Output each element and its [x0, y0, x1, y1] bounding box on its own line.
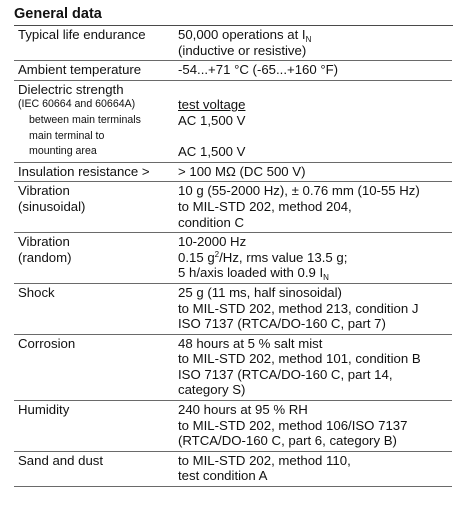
vib-rand-title: Vibration — [18, 234, 70, 250]
vib-rand-type: (random) — [18, 249, 72, 265]
row-shock — [14, 283, 452, 334]
shock-line1: 25 g (11 ms, half sinosoidal) — [178, 284, 342, 300]
dielectric-mounting-area: mounting area — [29, 145, 97, 158]
shock-line3: ISO 7137 (RTCA/DO-160 C, part 7) — [178, 316, 386, 332]
life-ops-subscript: N — [305, 35, 312, 44]
vib-sin-type: (sinusoidal) — [18, 198, 86, 214]
corrosion-line2: to MIL-STD 202, method 101, condition B — [178, 351, 421, 367]
dielectric-test-voltage-header: test voltage — [178, 97, 246, 113]
label-typical-life: Typical life endurance — [18, 27, 146, 42]
shock-line2: to MIL-STD 202, method 213, condition J — [178, 300, 419, 316]
row-ambient-temperature — [14, 61, 452, 81]
value-vibration-sinusoidal — [178, 182, 452, 233]
value-typical-life — [178, 26, 452, 61]
corrosion-line4: category S) — [178, 382, 246, 398]
dielectric-value-main-terminals: AC 1,500 V — [178, 112, 246, 128]
row-sand-and-dust — [14, 451, 452, 486]
label-humidity: Humidity — [18, 402, 70, 418]
vib-sin-line2: to MIL-STD 202, method 204, — [178, 198, 352, 214]
dielectric-main-terminals: between main terminals — [29, 113, 141, 126]
vib-rand-line1: 10-2000 Hz — [178, 234, 247, 250]
label-ambient-temperature: Ambient temperature — [18, 62, 142, 78]
value-shock — [178, 283, 452, 334]
vib-rand-psd: 0.15 g — [178, 249, 215, 265]
section-heading: General data — [14, 6, 453, 26]
dielectric-value-mounting: AC 1,500 V — [178, 144, 246, 160]
humidity-line3: (RTCA/DO-160 C, part 6, category B) — [178, 433, 397, 449]
vib-sin-line3: condition C — [178, 214, 244, 230]
row-vibration-random — [14, 233, 452, 284]
row-vibration-sinusoidal — [14, 182, 452, 233]
dielectric-standard: (IEC 60664 and 60664A) — [18, 98, 136, 111]
corrosion-line3: ISO 7137 (RTCA/DO-160 C, part 14, — [178, 366, 393, 382]
vib-rand-rms: /Hz, rms value 13.5 g; — [219, 249, 348, 265]
value-humidity — [178, 401, 452, 452]
row-typical-life — [14, 26, 452, 61]
label-sand-and-dust: Sand and dust — [18, 452, 104, 468]
vib-rand-superscript: 2 — [214, 249, 220, 259]
vib-sin-title: Vibration — [18, 183, 70, 199]
label-vibration-sinusoidal — [14, 182, 178, 233]
row-humidity — [14, 401, 452, 452]
value-sand-and-dust — [178, 451, 452, 486]
life-ops: 50,000 operations at I — [178, 27, 306, 42]
label-shock: Shock — [18, 284, 55, 300]
sand-line2: test condition A — [178, 468, 268, 484]
vib-rand-load: 5 h/axis loaded with 0.9 I — [178, 265, 324, 281]
row-insulation-resistance — [14, 162, 452, 182]
value-ambient-temperature: -54...+71 °C (-65...+160 °F) — [178, 62, 339, 78]
vib-sin-line1: 10 g (55-2000 Hz), ± 0.76 mm (10-55 Hz) — [178, 183, 420, 199]
life-load-type: (inductive or resistive) — [178, 42, 307, 58]
humidity-line2: to MIL-STD 202, method 106/ISO 7137 — [178, 417, 408, 433]
dielectric-terminal-to: main terminal to — [29, 129, 105, 142]
value-corrosion — [178, 334, 452, 400]
vib-rand-subscript: N — [323, 273, 329, 283]
corrosion-line1: 48 hours at 5 % salt mist — [178, 335, 323, 351]
row-dielectric-strength — [14, 80, 452, 162]
value-insulation-resistance: > 100 MΩ (DC 500 V) — [178, 163, 306, 179]
dielectric-title: Dielectric strength — [18, 81, 124, 97]
general-data-table — [14, 26, 452, 487]
label-corrosion: Corrosion — [18, 335, 76, 351]
label-dielectric-strength — [14, 80, 178, 162]
sand-line1: to MIL-STD 202, method 110, — [178, 452, 351, 468]
value-dielectric-strength — [178, 80, 452, 162]
value-vibration-random — [178, 233, 452, 284]
label-insulation-resistance: Insulation resistance > — [18, 163, 150, 179]
label-vibration-random — [14, 233, 178, 284]
humidity-line1: 240 hours at 95 % RH — [178, 402, 308, 418]
row-corrosion — [14, 334, 452, 400]
